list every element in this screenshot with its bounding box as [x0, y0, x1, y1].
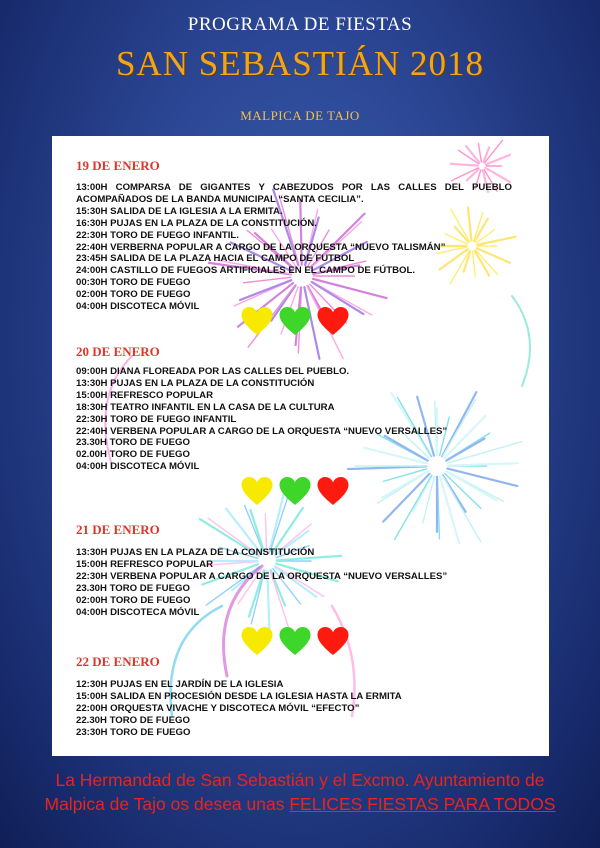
yellow-heart-icon [240, 306, 274, 336]
events-list-19 [76, 182, 512, 313]
event-item: 22:30H TORO DE FUEGO INFANTIL. [76, 229, 239, 241]
event-item: 24:00H CASTILLO DE FUEGOS ARTIFICIALES EN EL CAMPO DE FÚTBOL. [76, 265, 416, 277]
event-item: 02:00H TORO DE FUEGO [76, 289, 191, 301]
green-heart-icon [278, 306, 312, 336]
red-heart-icon [316, 476, 350, 506]
event-item: 15:30H SALIDA DE LA IGLESIA A LA ERMITA. [76, 205, 283, 217]
event-item: 23:45H SALIDA DE LA PLAZA HACIA EL CAMPO DE FUTBOL [76, 253, 355, 265]
event-item: 15:00H REFRESCO POPULAR [76, 389, 214, 401]
event-item: 15:00H SALIDA EN PROCESIÓN DESDE LA IGLESIA HASTA LA ERMITA [76, 690, 402, 702]
hearts-row-3 [240, 626, 350, 656]
event-item: 23.30H TORO DE FUEGO [76, 582, 190, 594]
event-item: 13:30H PUJAS EN LA PLAZA DE LA CONSTITUCIÓN [76, 377, 315, 389]
event-item: 04:00H DISCOTECA MÓVIL [76, 461, 200, 473]
event-item: 09:00H DIANA FLOREADA POR LAS CALLES DEL PUEBLO. [76, 366, 350, 377]
day-heading-20: 20 DE ENERO [76, 344, 160, 359]
program-panel [52, 136, 549, 756]
event-item: 02.00H TORO DE FUEGO [76, 449, 190, 461]
day-heading-21: 21 DE ENERO [76, 522, 160, 537]
firework-trail-teal [512, 296, 530, 386]
footer-underlined-greeting: FELICES FIESTAS PARA TODOS [289, 794, 556, 814]
event-item: 18:30H TEATRO INFANTIL EN LA CASA DE LA CULTURA [76, 401, 335, 413]
event-item: 13:00H COMPARSA DE GIGANTES Y CABEZUDOS POR LAS CALLES DEL PUEBLO ACOMPAÑADOS DE LA BANDA MUNICIPAL “SANTA CECILIA”. [76, 182, 512, 205]
footer-line-2-start: Malpica de Tajo os desea unas [44, 794, 290, 814]
footer-line-2 [0, 792, 600, 816]
main-title: SAN SEBASTIÁN 2018 [115, 44, 485, 83]
event-item: 13:30H PUJAS EN LA PLAZA DE LA CONSTITUCIÓN [76, 547, 315, 558]
hearts-row-1 [240, 306, 350, 336]
footer-line-1: La Hermandad de San Sebastián y el Excmo. Ayuntamiento de [55, 770, 545, 790]
event-item: 15:00H REFRESCO POPULAR [76, 558, 214, 570]
event-item: 22:30H TORO DE FUEGO INFANTIL [76, 413, 237, 425]
day-heading-19: 19 DE ENERO [76, 158, 160, 173]
event-item: 04:00H DISCOTECA MÓVIL [76, 301, 200, 313]
day-heading-22: 22 DE ENERO [76, 654, 160, 669]
event-item: 22:00H ORQUESTA VIVACHE Y DISCOTECA MÓVIL “EFECTO” [76, 702, 360, 714]
hearts-row-2 [240, 476, 350, 506]
pre-title: PROGRAMA DE FIESTAS [187, 14, 413, 35]
event-item: 23.30H TORO DE FUEGO [76, 437, 190, 449]
event-item: 22:30H VERBENA POPULAR A CARGO DE LA ORQUESTA “NUEVO VERSALLES” [76, 570, 448, 582]
town-name: MALPICA DE TAJO [240, 108, 360, 123]
events-list-21 [76, 547, 447, 618]
event-item: 12:30H PUJAS EN EL JARDÍN DE LA IGLESIA [76, 679, 284, 690]
events-list-22 [76, 679, 402, 739]
red-heart-icon [316, 306, 350, 336]
red-heart-icon [316, 626, 350, 656]
green-heart-icon [278, 626, 312, 656]
event-item: 00:30H TORO DE FUEGO [76, 277, 191, 289]
event-item: 22:40H VERBERNA POPULAR A CARGO DE LA ORQUESTA “NUEVO TALISMÁN” [76, 241, 446, 253]
green-heart-icon [278, 476, 312, 506]
event-item: 22.30H TORO DE FUEGO [76, 714, 190, 726]
footer-greeting [0, 768, 600, 816]
yellow-heart-icon [240, 626, 274, 656]
event-item: 02:00H TORO DE FUEGO [76, 594, 191, 606]
event-item: 23:30H TORO DE FUEGO [76, 726, 191, 738]
event-item: 22:40H VERBENA POPULAR A CARGO DE LA ORQUESTA “NUEVO VERSALLES” [76, 425, 448, 437]
events-list-20 [76, 366, 447, 473]
event-item: 04:00H DISCOTECA MÓVIL [76, 606, 200, 618]
event-item: 16:30H PUJAS EN LA PLAZA DE LA CONSTITUCIÓN. [76, 217, 317, 229]
yellow-heart-icon [240, 476, 274, 506]
